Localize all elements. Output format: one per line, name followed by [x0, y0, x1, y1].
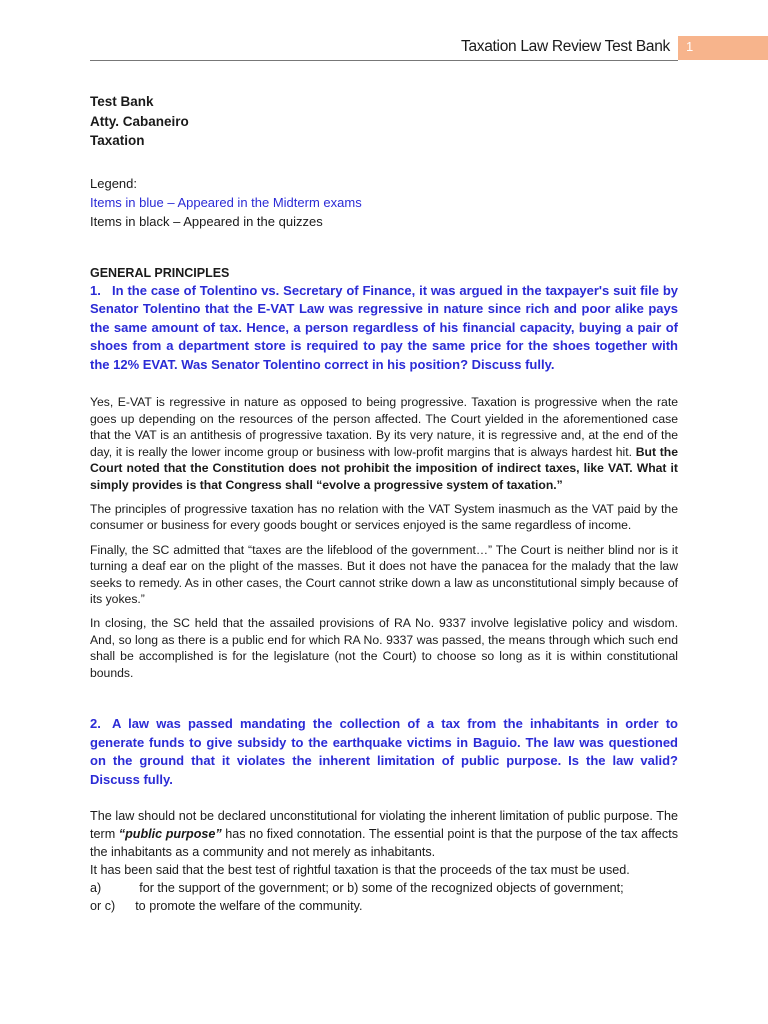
answer-2-paragraph-1	[90, 807, 678, 861]
page-number: 1	[686, 39, 694, 54]
page-header	[0, 30, 768, 64]
answer-2-list-a	[90, 879, 678, 897]
meta-subject: Taxation	[90, 133, 145, 148]
answer-2-list-c	[90, 897, 678, 915]
answer-1-paragraph-3: Finally, the SC admitted that “taxes are the lifeblood of the government…” The Court is neither blind nor is it turning a deaf ear on the plight of the masses. But it does not have the panacea for the malady that the law seeks to remedy. As in other cases, the Court cannot strike down a law as unconstitutional simply because of its yokes.”	[90, 542, 678, 606]
question-2-number: 2.	[90, 715, 101, 731]
question-2	[90, 715, 678, 789]
list-a-text: for the support of the government; or b) some of the recognized objects of government;	[139, 881, 624, 896]
question-1-number: 1.	[90, 282, 101, 298]
question-2-text: A law was passed mandating the collection of a tax from the inhabitants in order to generate funds to give subsidy to the earthquake victims in Baguio. The law was questioned on the ground that it violates the inherent limitation of public purpose. Is the law valid? Discuss fully.	[90, 715, 678, 787]
answer-2-paragraph-2: It has been said that the best test of rightful taxation is that the proceeds of the tax must be used.	[90, 863, 630, 878]
legend-black-item: Items in black – Appeared in the quizzes	[90, 213, 323, 229]
header-rule	[90, 60, 678, 61]
answer-2-p1-a: The law should not be declared unconstitutional for violating the inherent limitation of public purpose. The term	[90, 809, 678, 842]
header-title: Taxation Law Review Test Bank	[461, 38, 670, 55]
legend-label: Legend:	[90, 175, 137, 191]
answer-1-paragraph-4: In closing, the SC held that the assailed provisions of RA No. 9337 involve legislative policy and wisdom. And, so long as there is a public end for which RA No. 9337 was passed, the means through which such end shall be accomplished is for the legislature (not the Court) to choose so long as it is within constitutional bounds.	[90, 616, 678, 680]
meta-test-bank: Test Bank	[90, 94, 154, 109]
answer-1-paragraph-2: The principles of progressive taxation has no relation with the VAT System inasmuch as the VAT paid by the consumer or business for every goods bought or services enjoyed is the same regardless of income.	[90, 501, 678, 533]
answer-1-p1-plain: Yes, E-VAT is regressive in nature as opposed to being progressive. Taxation is progressive when the rate goes up depending on the resources of the person affected. The Court yielded in the aforementioned case that the VAT is an antithesis of progressive taxation. By its very nature, it is regressive and, at the end of the day, it is really the lower income group or business with low-profit margins that is always hardest hit.	[90, 395, 678, 459]
meta-author: Atty. Cabaneiro	[90, 113, 189, 129]
list-c-label: or c)	[90, 899, 116, 914]
question-1-text: In the case of Tolentino vs. Secretary of Finance, it was argued in the taxpayer's suit file by Senator Tolentino that the E-VAT Law was regressive in nature since rich and poor alike pays the same amount of tax. Hence, a person regardless of his financial capacity, buying a pair of shoes from a department store is required to pay the same price for the shoes together with the 12% EVAT. Was Senator Tolentino correct in his position? Discuss fully.	[90, 282, 678, 372]
answer-2-p1-b: has no fixed connotation. The essential point is that the purpose of the tax affects the inhabitants as a community and not merely as inhabitants.	[90, 827, 678, 860]
section-title: GENERAL PRINCIPLES	[90, 265, 230, 280]
legend-blue-item: Items in blue – Appeared in the Midterm exams	[90, 194, 362, 210]
answer-2-p1-term: “public purpose”	[118, 827, 222, 842]
page-number-badge	[678, 36, 768, 60]
document-body	[90, 92, 678, 915]
answer-1-p1-bold: But the Court noted that the Constitution does not prohibit the imposition of indirect taxes, like VAT. What it simply provides is that Congress shall “evolve a progressive system of taxation.”	[90, 444, 678, 492]
list-a-label: a)	[90, 881, 102, 896]
question-1	[90, 282, 678, 375]
answer-1-paragraph-1	[90, 394, 678, 492]
list-c-text: to promote the welfare of the community.	[135, 899, 363, 914]
